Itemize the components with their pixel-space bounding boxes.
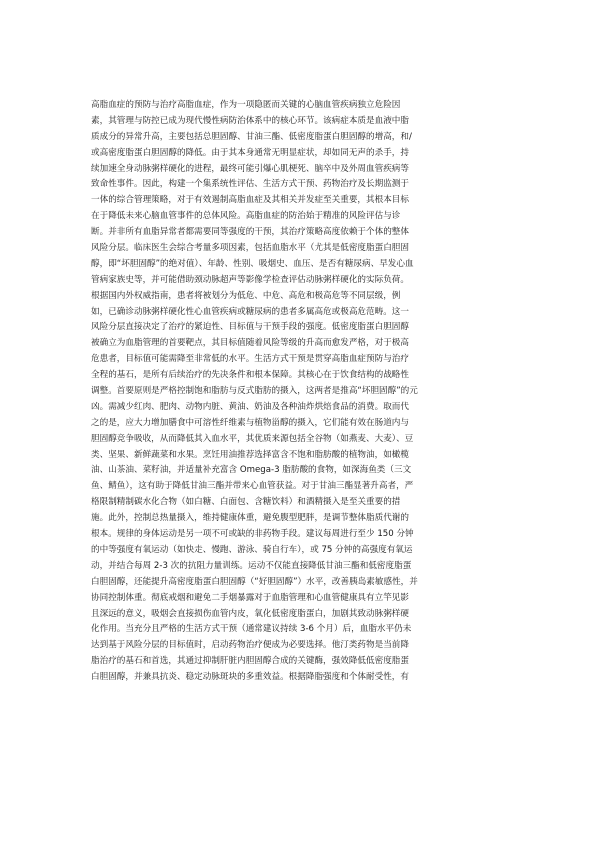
text-line: 施。此外，控制总热量摄入，维持健康体重，避免腹型肥胖，是调节整体脂质代谢的	[91, 513, 409, 524]
text-line: 之的是，应大力增加膳食中可溶性纤维素与植物甾醇的摄入，它们能有效在肠道内与	[91, 417, 409, 428]
text-line: 全程的基石，是所有后续治疗的先决条件和根本保障。其核心在于饮食结构的战略性	[91, 370, 409, 381]
text-line: 风险分层直接决定了治疗的紧迫性、目标值与干预手段的强度。低密度脂蛋白胆固醇	[91, 322, 409, 333]
text-line: 醇，即“坏胆固醇”的绝对值）、年龄、性别、吸烟史、血压、是否有糖尿病、早发心血	[91, 258, 414, 269]
text-line: 高脂血症的预防与治疗高脂血症，作为一项隐匿而关键的心脑血管疾病独立危险因	[91, 100, 401, 110]
text-line: 根本。规律的身体运动是另一项不可或缺的非药物手段。建议每周进行至少 150 分钟	[91, 529, 414, 540]
text-line: 断。并非所有血脂异常者都需要同等强度的干预，其治疗策略高度依赖于个体的整体	[91, 227, 409, 238]
text-line: 白胆固醇，并兼具抗炎、稳定动脉斑块的多重效益。根据降脂强度和个体耐受性，有	[91, 672, 409, 683]
text-line: 达到基于风险分层的目标值时，启动药物治疗便成为必要选择。他汀类药物是当前降	[91, 640, 409, 651]
text-line: 致命性事件。因此，构建一个集系统性评估、生活方式干预、药物治疗及长期监测于	[91, 179, 409, 190]
text-line: 动，并结合每周 2-3 次的抗阻力量训练。运动不仅能直接降低甘油三酯和低密度脂蛋	[91, 560, 412, 571]
text-line: 在于降低未来心脑血管事件的总体风险。高脂血症的防治始于精准的风险评估与诊	[91, 211, 401, 222]
text-line: 脂治疗的基石和首选，其通过抑制肝脏内胆固醇合成的关键酶，强效降低低密度脂蛋	[91, 656, 409, 667]
text-line: 且深远的意义，吸烟会直接损伤血管内皮，氧化低密度脂蛋白，加剧其致动脉粥样硬	[91, 608, 409, 619]
text-line: 化作用。当充分且严格的生活方式干预（通常建议持续 3-6 个月）后，血脂水平仍未	[91, 624, 412, 635]
text-line: 被确立为血脂管理的首要靶点，其目标值随着风险等级的升高而愈发严格，对于极高	[91, 338, 409, 349]
text-line: 格限制精制碳水化合物（如白糖、白面包、含糖饮料）和酒精摄入是至关重要的措	[91, 497, 401, 508]
text-line: 危患者，目标值可能需降至非常低的水平。生活方式干预是贯穿高脂血症预防与治疗	[91, 354, 409, 365]
text-line: 管病家族史等，并可能借助颈动脉超声等影像学检查评估动脉粥样硬化的实际负荷。	[91, 274, 409, 285]
text-line: 如，已确诊动脉粥样硬化性心血管疾病或糖尿病的患者多属高危或极高危范畴。这一	[91, 306, 409, 317]
text-line: 协同控制体重。彻底戒烟和避免二手烟暴露对于血脂管理和心血管健康具有立竿见影	[91, 592, 409, 603]
text-line: 的中等强度有氧运动（如快走、慢跑、游泳、骑自行车），或 75 分钟的高强度有氧运	[91, 544, 413, 555]
text-line: 续加速全身动脉粥样硬化的进程，最终可能引爆心肌梗死、脑卒中及外周血管疾病等	[91, 163, 409, 174]
text-line: 素，其管理与防控已成为现代慢性病防治体系中的核心环节。该病症本质是血液中脂	[91, 115, 409, 126]
text-line: 胆固醇竞争吸收，从而降低其入血水平，其优质来源包括全谷物（如燕麦、大麦）、豆	[91, 433, 414, 444]
text-line: 调整。首要原则是严格控制饱和脂肪与反式脂肪的摄入，这两者是推高“坏胆固醇”的元	[91, 386, 418, 397]
body-text	[91, 98, 509, 686]
text-line: 风险分层。临床医生会综合考量多项因素，包括血脂水平（尤其是低密度脂蛋白胆固	[91, 243, 409, 254]
text-line: 或高密度脂蛋白胆固醇的降低。由于其本身通常无明显症状，却如同无声的杀手，持	[91, 147, 409, 158]
text-line: 白胆固醇，还能提升高密度脂蛋白胆固醇（“好胆固醇”）水平，改善胰岛素敏感性，并	[91, 576, 418, 587]
text-line: 鱼、鲭鱼），这有助于降低甘油三酯并带来心血管获益。对于甘油三酯显著升高者，严	[91, 481, 414, 492]
text-line: 根据国内外权威指南，患者将被划分为低危、中危、高危和极高危等不同层级，例	[91, 290, 401, 301]
text-line: 油、山茶油、菜籽油，并适量补充富含 Omega-3 脂肪酸的食物，如深海鱼类（三文	[91, 465, 412, 476]
text-line: 类、坚果、新鲜蔬菜和水果。烹饪用油推荐选择富含不饱和脂肪酸的植物油，如橄榄	[91, 449, 409, 460]
text-line: 质成分的异常升高，主要包括总胆固醇、甘油三酯、低密度脂蛋白胆固醇的增高，和/	[91, 131, 412, 142]
text-line: 凶。需减少红肉、肥肉、动物内脏、黄油、奶油及各种油炸烘焙食品的消费。取而代	[91, 401, 409, 412]
text-line: 一体的综合管理策略，对于有效遏制高脂血症及其相关并发症至关重要，其根本目标	[91, 195, 409, 206]
